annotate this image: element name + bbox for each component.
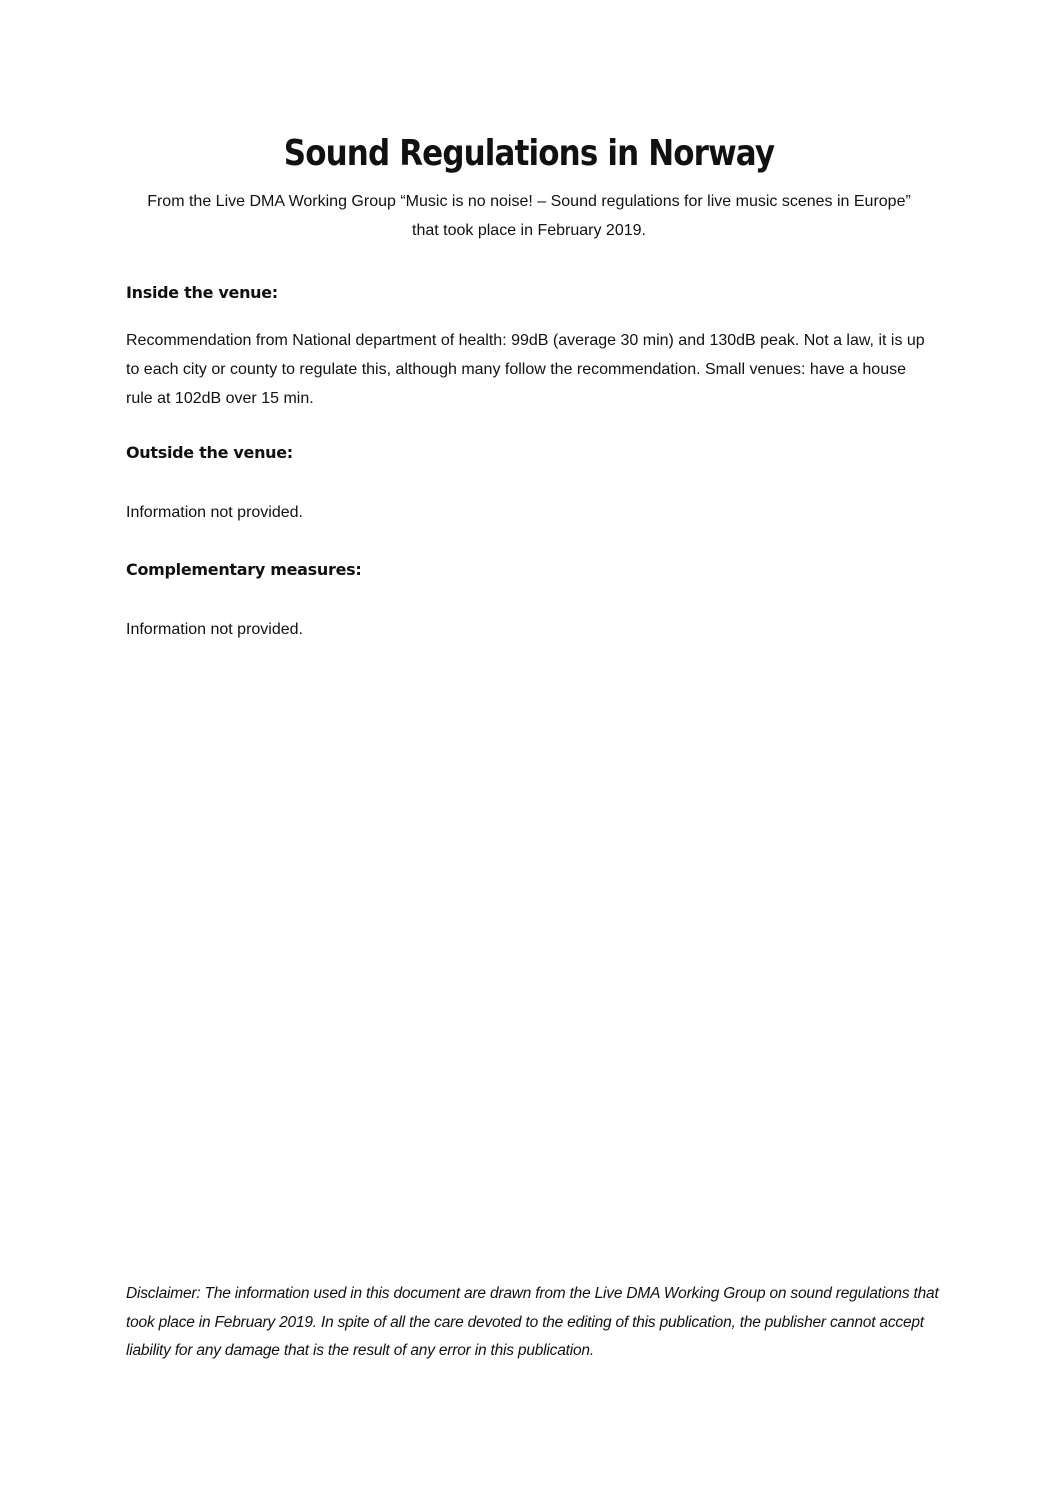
- disclaimer-text: Disclaimer: The information used in this document are drawn from the Live DMA Working Group on sound regulations that took place in February 2019. In spite of all the care devoted to the editing of this publication, the publisher cannot accept liability for any damage that is the result of any error in this publication.: [126, 1285, 939, 1359]
- subtitle-line-1: From the Live DMA Working Group “Music is no noise! – Sound regulations for live music scenes in Europe”: [147, 193, 911, 210]
- page-title: Sound Regulations in Norway: [283, 133, 775, 174]
- page-subtitle: [129, 187, 929, 245]
- section-body: Information not provided.: [126, 621, 303, 638]
- section-outside-venue: [126, 441, 936, 527]
- subtitle-line-2: that took place in February 2019.: [412, 222, 646, 239]
- section-heading: Outside the venue:: [126, 443, 293, 462]
- section-body: Recommendation from National department of health: 99dB (average 30 min) and 130dB peak. Not a law, it is up to each city or county to regulate this, although many follow the recommendation. Small venues: have a house rule at 102dB over 15 min.: [126, 332, 925, 407]
- section-body: Information not provided.: [126, 504, 303, 521]
- section-heading: Inside the venue:: [126, 283, 278, 302]
- section-heading: Complementary measures:: [126, 560, 362, 579]
- section-complementary-measures: [126, 558, 936, 644]
- section-inside-venue: [126, 281, 936, 413]
